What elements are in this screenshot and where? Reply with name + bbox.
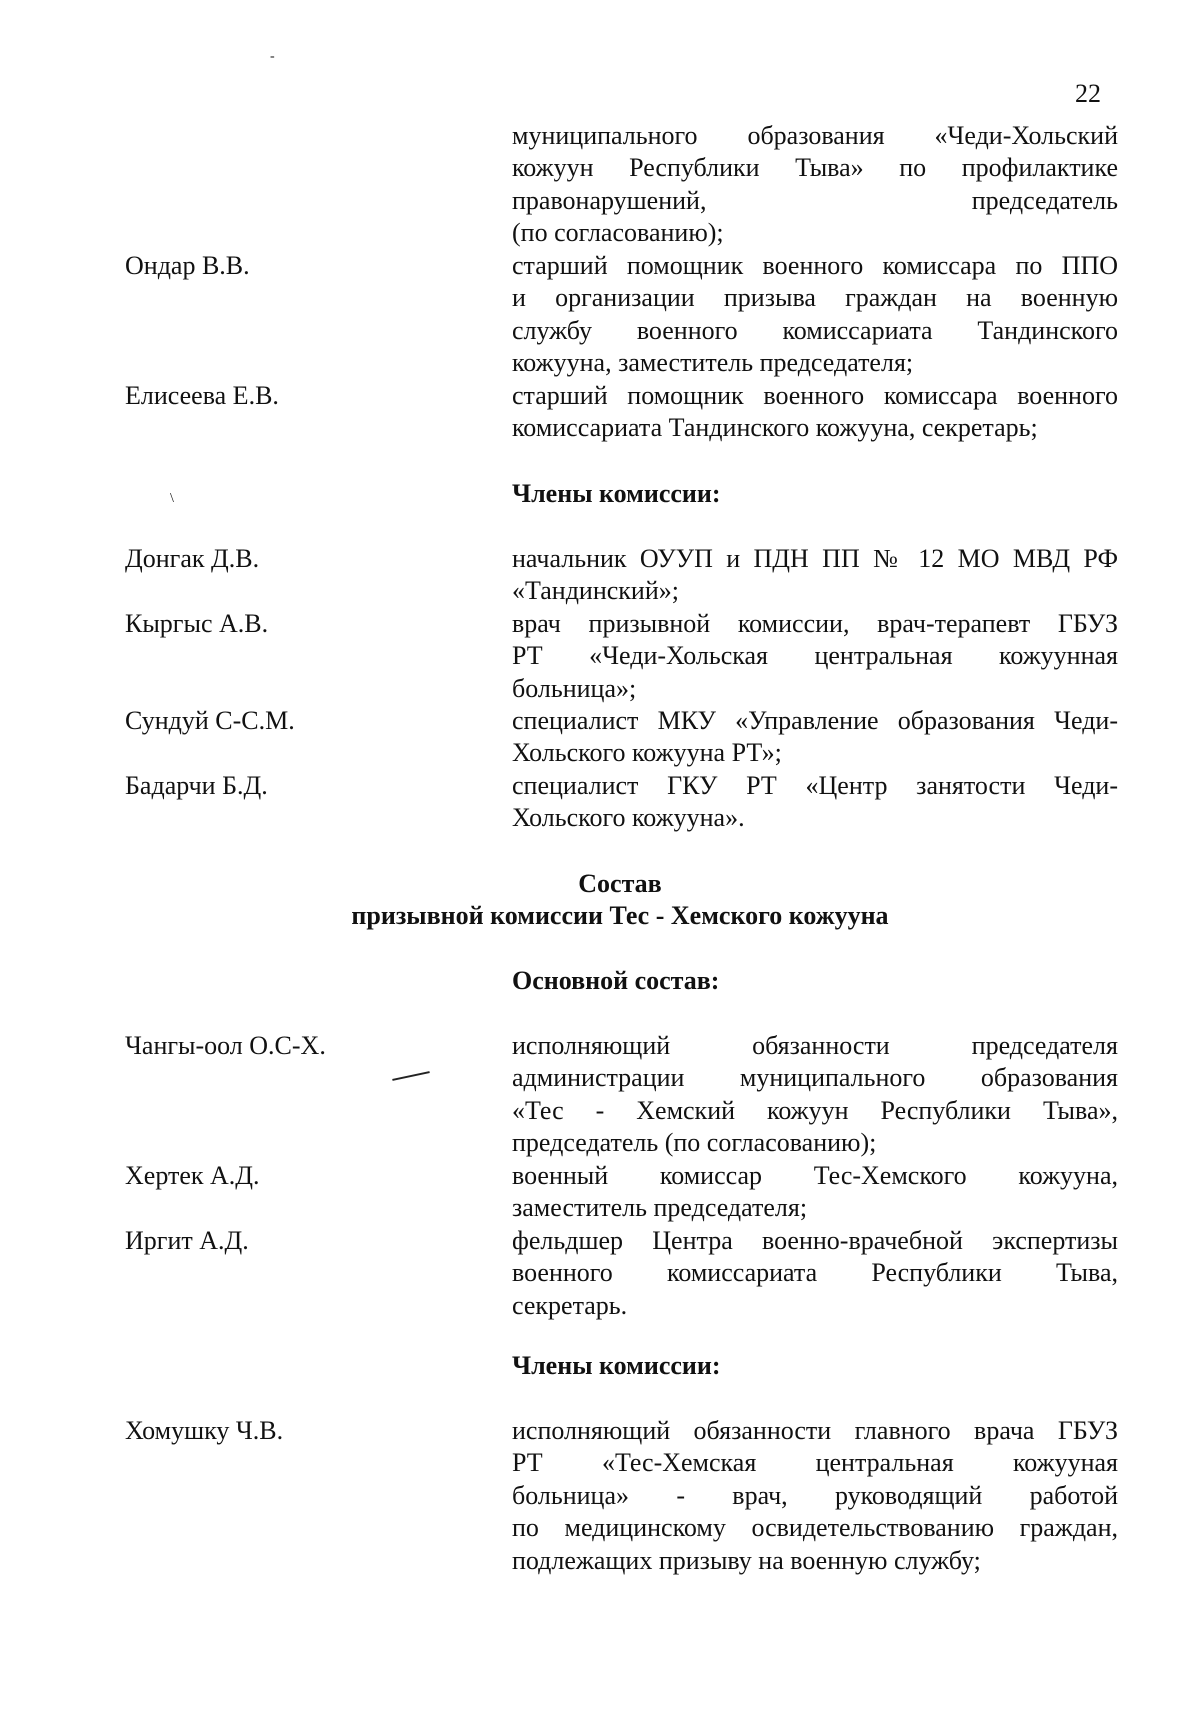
text-line: больница»; bbox=[512, 673, 637, 703]
text-line: исполняющий обязанности председателя bbox=[512, 1031, 1118, 1060]
text-line: председатель (по согласованию); bbox=[512, 1128, 877, 1158]
text-line: кожууна, заместитель председателя; bbox=[512, 348, 914, 378]
members-heading: Члены комиссии: bbox=[512, 1351, 721, 1380]
member-role bbox=[512, 770, 1118, 835]
member-role bbox=[512, 1225, 1118, 1322]
page-number: 22 bbox=[1075, 79, 1101, 108]
text-line: комиссариата Тандинского кожууна, секретарь; bbox=[512, 413, 1038, 443]
text-line: «Тес - Хемский кожуун Республики Тыва», bbox=[512, 1095, 1118, 1125]
member-role bbox=[512, 1415, 1118, 1577]
text-line: врач призывной комиссии, врач-терапевт ГБУЗ bbox=[512, 609, 1118, 638]
text-line: «Тандинский»; bbox=[512, 576, 679, 606]
member-name: Хертек А.Д. bbox=[125, 1161, 260, 1190]
text-line: военный комиссар Тес-Хемского кожууна, bbox=[512, 1161, 1118, 1190]
text-line: РТ «Чеди-Хольская центральная кожуунная bbox=[512, 641, 1118, 671]
text-line: подлежащих призыву на военную службу; bbox=[512, 1545, 981, 1575]
text-line: секретарь. bbox=[512, 1290, 628, 1320]
text-line: специалист ГКУ РТ «Центр занятости Чеди- bbox=[512, 771, 1118, 800]
member-name: Донгак Д.В. bbox=[125, 544, 260, 573]
text-line: начальник ОУУП и ПДН ПП № 12 МО МВД РФ bbox=[512, 544, 1118, 573]
member-role bbox=[512, 543, 1118, 608]
text-line: муниципального образования «Чеди-Хольский bbox=[512, 121, 1118, 150]
text-line: правонарушений, председатель bbox=[512, 185, 1118, 215]
text-line: Хольского кожууна». bbox=[512, 803, 745, 833]
text-line: старший помощник военного комиссара по ППО bbox=[512, 251, 1118, 280]
main-composition-heading: Основной состав: bbox=[512, 966, 720, 995]
intro-paragraph bbox=[512, 120, 1118, 250]
text-line: и организации призыва граждан на военную bbox=[512, 283, 1118, 313]
section-title: Состав bbox=[578, 869, 662, 898]
member-name: Кыргыс А.В. bbox=[125, 609, 269, 638]
member-role bbox=[512, 1160, 1118, 1225]
text-line: службу военного комиссариата Тандинского bbox=[512, 315, 1118, 345]
member-role bbox=[512, 380, 1118, 445]
member-name: Елисеева Е.В. bbox=[125, 381, 279, 410]
text-line: фельдшер Центра военно-врачебной экспертизы bbox=[512, 1226, 1118, 1255]
text-line: кожуун Республики Тыва» по профилактике bbox=[512, 153, 1118, 183]
text-line: по медицинскому освидетельствованию граждан, bbox=[512, 1513, 1118, 1543]
members-heading: Члены комиссии: bbox=[512, 479, 721, 508]
member-role bbox=[512, 608, 1118, 705]
member-role bbox=[512, 1030, 1118, 1160]
text-line: РТ «Тес-Хемская центральная кожууная bbox=[512, 1448, 1118, 1478]
text-line: специалист МКУ «Управление образования Чеди- bbox=[512, 706, 1118, 735]
stray-mark: - bbox=[270, 49, 275, 64]
member-name: Иргит А.Д. bbox=[125, 1226, 249, 1255]
member-name: Чангы-оол О.С-Х. bbox=[125, 1031, 326, 1060]
text-line: больница» - врач, руководящий работой bbox=[512, 1480, 1118, 1510]
text-line: Хольского кожууна РТ»; bbox=[512, 738, 782, 768]
member-name: Сундуй С-С.М. bbox=[125, 706, 295, 735]
section-subtitle: призывной комиссии Тес - Хемского кожууна bbox=[351, 901, 889, 930]
pen-stroke bbox=[392, 1071, 430, 1081]
member-name: Хомушку Ч.В. bbox=[125, 1416, 284, 1445]
member-role bbox=[512, 250, 1118, 380]
text-line: заместитель председателя; bbox=[512, 1193, 808, 1223]
text-line: старший помощник военного комиссара военного bbox=[512, 381, 1118, 410]
stray-mark: \ bbox=[170, 491, 174, 506]
member-name: Ондар В.В. bbox=[125, 251, 250, 280]
text-line: военного комиссариата Республики Тыва, bbox=[512, 1258, 1118, 1288]
member-role bbox=[512, 705, 1118, 770]
text-line: администрации муниципального образования bbox=[512, 1063, 1118, 1093]
member-name: Бадарчи Б.Д. bbox=[125, 771, 268, 800]
text-line: исполняющий обязанности главного врача ГБУЗ bbox=[512, 1416, 1118, 1445]
text-line: (по согласованию); bbox=[512, 218, 724, 248]
